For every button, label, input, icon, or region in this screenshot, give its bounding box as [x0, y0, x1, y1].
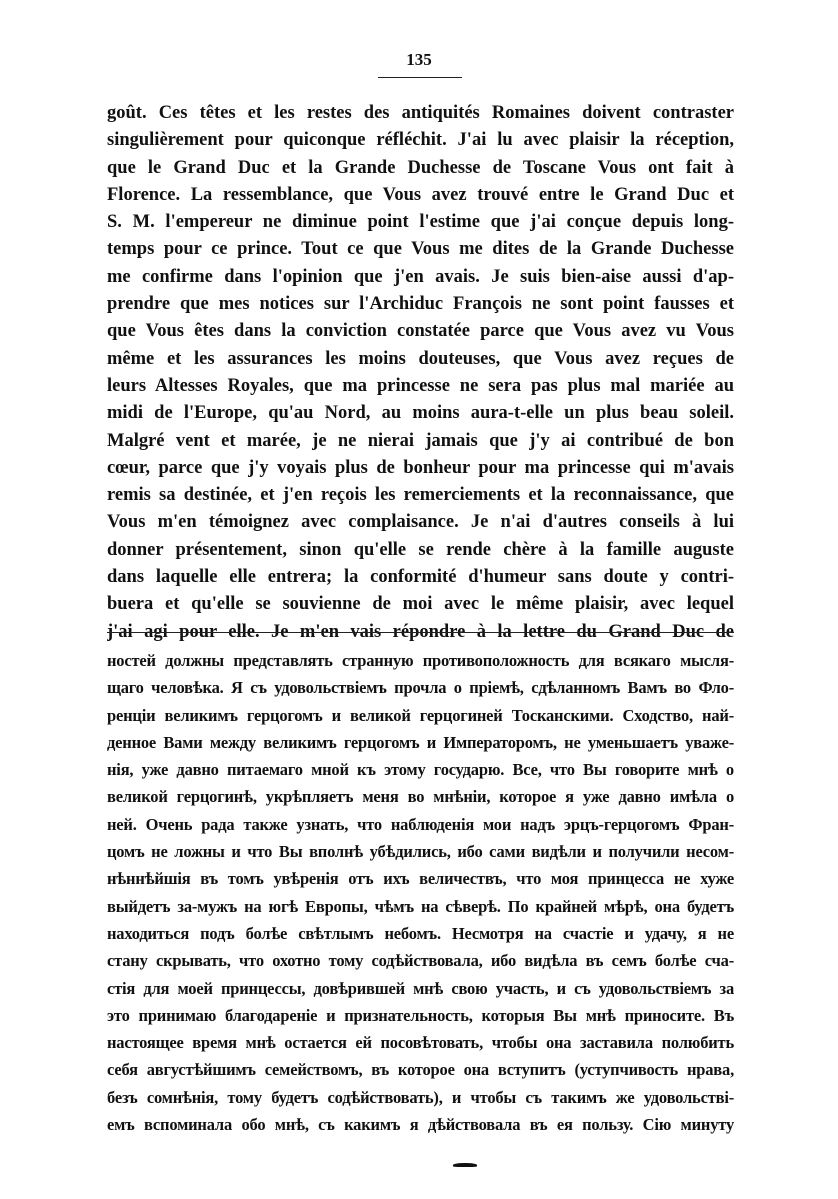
text-line: goût. Ces têtes et les restes des antiquités Romaines doivent contraster	[107, 103, 734, 123]
text-line: выйдетъ за-мужъ на югѣ Европы, чѣмъ на сѣверѣ. По крайней мѣрѣ, она будетъ	[107, 896, 734, 916]
text-line: leurs Altesses Royales, que ma princesse ne sera pas plus mal mariée au	[107, 375, 734, 396]
text-line: ностей должны представлять странную противоположность для всякаго мысля-	[107, 651, 734, 670]
text-line: нѣннѣйшія въ томъ увѣренія отъ ихъ величествъ, что моя принцесса не хуже	[107, 869, 734, 889]
text-line: Vous m'en témoignez avec complaisance. Je n'ai d'autres conseils à lui	[107, 512, 734, 533]
text-line: même et les assurances les moins douteuses, que Vous avez reçues de	[107, 348, 734, 369]
end-ornament	[453, 1163, 477, 1167]
text-line: великой герцогинѣ, укрѣпляетъ меня во мнѣніи, которое я уже давно имѣла о	[107, 787, 734, 807]
text-line: себя августѣйшимъ семействомъ, въ которое она вступитъ (уступчивость нрава,	[107, 1060, 734, 1080]
text-line: Florence. La ressemblance, que Vous avez trouvé entre le Grand Duc et	[107, 184, 734, 205]
text-line: стану скрывать, что охотно тому содѣйствовала, ибо видѣла въ семъ болѣе сча-	[107, 951, 734, 971]
french-text-block	[107, 100, 734, 646]
text-line: нія, уже давно питаемаго мной къ этому государю. Все, что Вы говорите мнѣ о	[107, 760, 734, 780]
text-line: temps pour ce prince. Tout ce que Vous me dites de la Grande Duchesse	[107, 239, 734, 260]
text-line: это принимаю благодареніе и признательность, которыя Вы мнѣ приносите. Въ	[107, 1005, 734, 1025]
text-line: midi de l'Europe, qu'au Nord, au moins aura-t-elle un plus beau soleil.	[107, 403, 734, 424]
text-line: buera et qu'elle se souvienne de moi avec le même plaisir, avec lequel	[107, 594, 734, 615]
text-line: ренціи великимъ герцогомъ и великой герцогиней Тосканскими. Сходство, най-	[107, 705, 734, 725]
text-line: remis sa destinée, et j'en reçois les remerciements et la reconnaissance, que	[107, 485, 734, 506]
text-line: настоящее время мнѣ остается ей посовѣтовать, чтобы она заставила полюбить	[107, 1033, 734, 1053]
text-line: ней. Очень рада также узнать, что наблюденія мои надъ эрцъ-герцогомъ Фран-	[107, 814, 734, 834]
page-number-rule	[378, 77, 462, 78]
text-line: емъ вспоминала обо мнѣ, съ какимъ я дѣйствовала въ ея пользу. Сію минуту	[107, 1115, 734, 1135]
text-line: Malgré vent et marée, je ne nierai jamais que j'y ai contribué de bon	[107, 430, 734, 451]
text-line: me confirme dans l'opinion que j'en avais. Je suis bien-aise aussi d'ap-	[107, 266, 734, 287]
text-line: денное Вами между великимъ герцогомъ и Императоромъ, не уменьшаетъ уваже-	[107, 732, 734, 752]
text-line: цомъ не ложны и что Вы вполнѣ убѣдились, ибо сами видѣли и получили несом-	[107, 842, 734, 862]
text-line: dans laquelle elle entrera; la conformité d'humeur sans doute y contri-	[107, 567, 734, 588]
text-line: que le Grand Duc et la Grande Duchesse de Toscane Vous ont fait à	[107, 157, 734, 178]
page-number: 135	[406, 50, 432, 69]
text-line: j'ai agi pour elle. Je m'en vais répondre à la lettre du Grand Duc de	[107, 621, 734, 642]
russian-translation-block	[107, 647, 734, 1138]
text-line: находиться подъ болѣе свѣтлымъ небомъ. Несмотря на счастіе и удачу, я не	[107, 923, 734, 943]
text-line: безъ сомнѣнія, тому будетъ содѣйствовать), и чтобы съ такимъ же удовольстві-	[107, 1087, 734, 1107]
text-line: donner présentement, sinon qu'elle se rende chère à la famille auguste	[107, 539, 734, 560]
text-line: prendre que mes notices sur l'Archiduc François ne sont point fausses et	[107, 294, 734, 315]
text-line: singulièrement pour quiconque réfléchit. J'ai lu avec plaisir la réception,	[107, 130, 734, 151]
text-line: que Vous êtes dans la conviction constatée parce que Vous avez vu Vous	[107, 321, 734, 342]
footnote-divider	[107, 632, 734, 633]
text-line: стія для моей принцессы, довѣрившей мнѣ свою участь, и съ удовольствіемъ за	[107, 978, 734, 998]
text-line: S. M. l'empereur ne diminue point l'estime que j'ai conçue depuis long-	[107, 212, 734, 233]
text-line: щаго человѣка. Я съ удовольствіемъ прочла о пріемѣ, сдѣланномъ Вамъ во Фло-	[107, 678, 734, 698]
text-line: cœur, parce que j'y voyais plus de bonheur pour ma princesse qui m'avais	[107, 457, 734, 478]
